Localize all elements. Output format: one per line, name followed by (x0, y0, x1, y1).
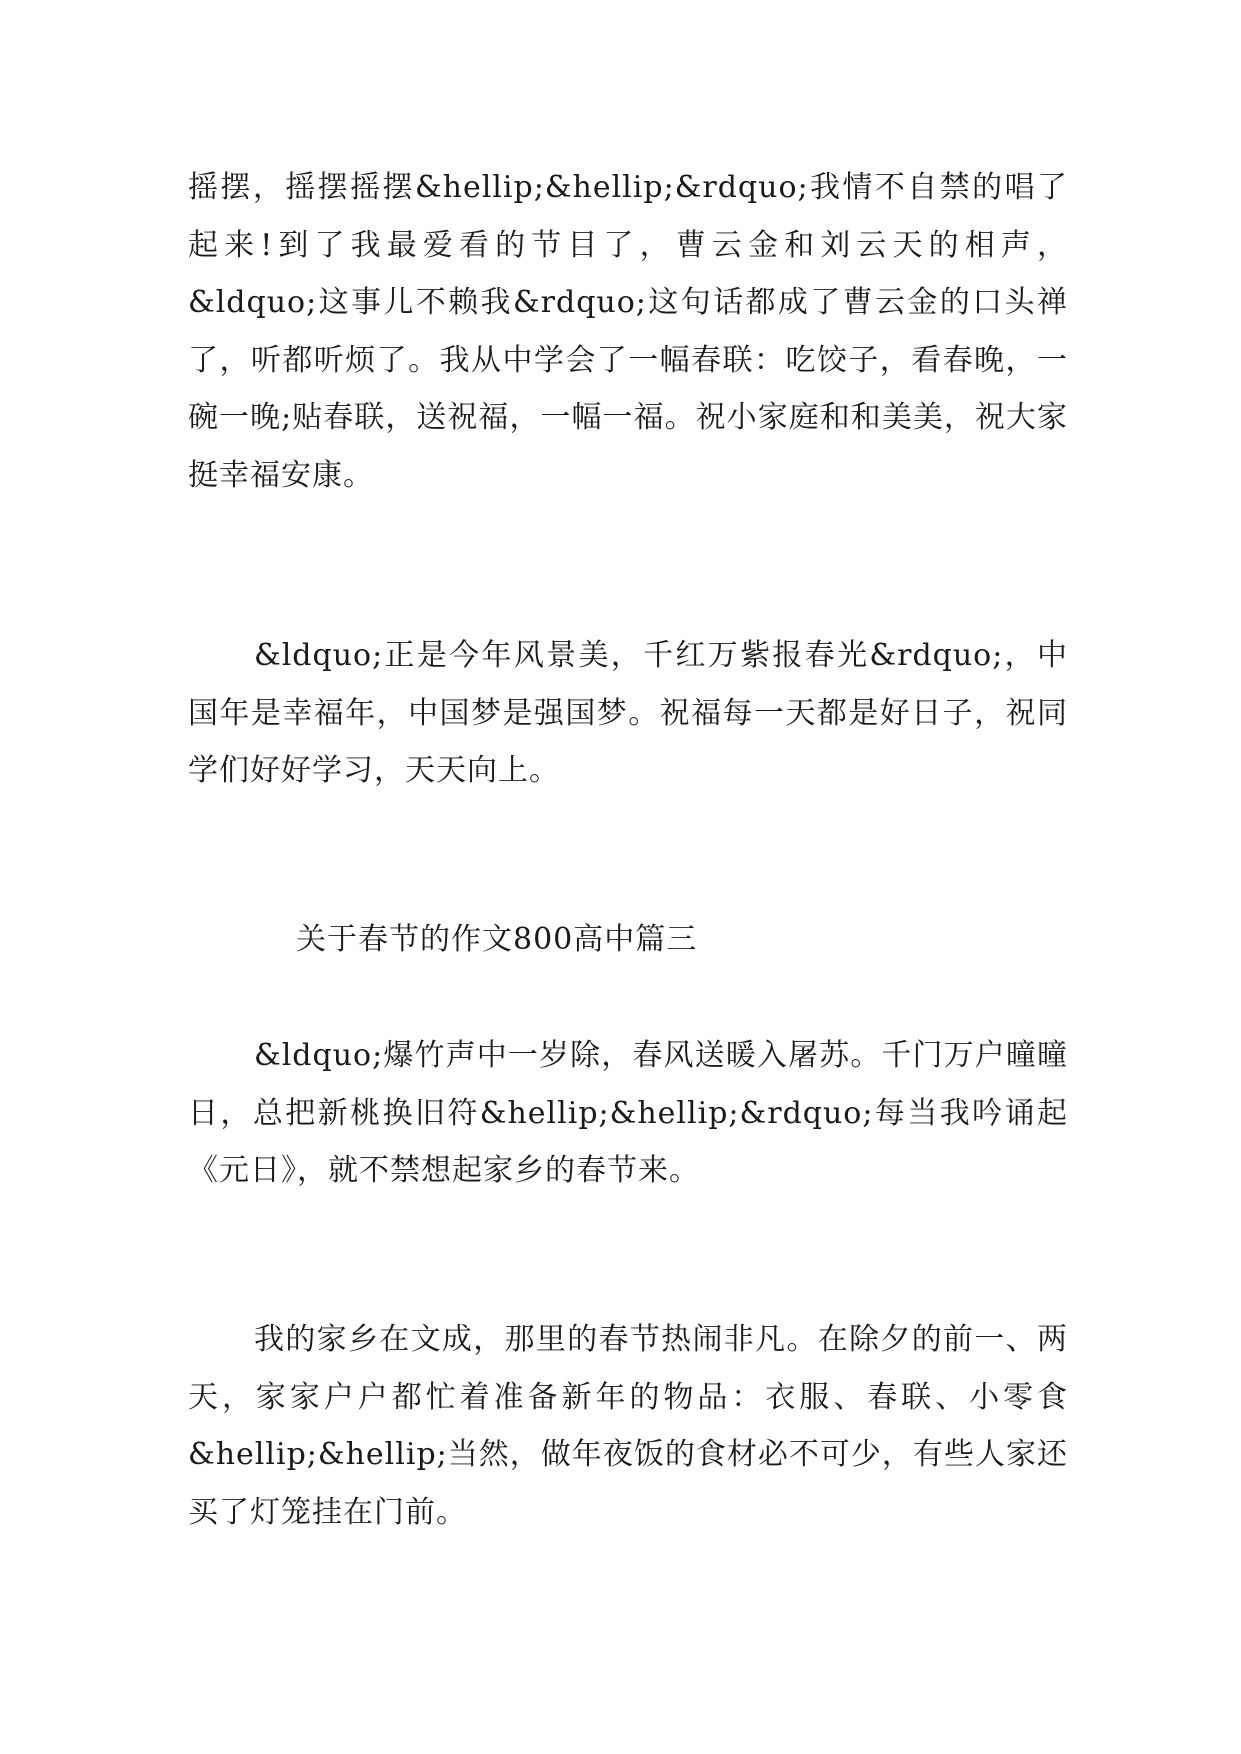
section-heading: 关于春节的作文800高中篇三 (296, 922, 698, 957)
paragraph-hometown: 我的家乡在文成，那里的春节热闹非凡。在除夕的前一、两天，家家户户都忙着准备新年的物品：衣服、春联、小零食&hellip;&hellip;当然，做年夜饭的食材必不可少，有些人家还买了灯笼挂在门前。 (188, 1322, 1068, 1530)
paragraph-continuation: 摇摆，摇摆摇摆&hellip;&hellip;&rdquo;我情不自禁的唱了起来!到了我最爱看的节目了，曹云金和刘云天的相声，&ldquo;这事儿不赖我&rdquo;这句话都成了曹云金的口头禅了，听都听烦了。我从中学会了一幅春联：吃饺子，看春晚，一碗一晚;贴春联，送祝福，一幅一福。祝小家庭和和美美，祝大家挺幸福安康。 (188, 170, 1068, 493)
paragraph-wishes: &ldquo;正是今年风景美，千红万紫报春光&rdquo;，中国年是幸福年，中国梦是强国梦。祝福每一天都是好日子，祝同学们好好学习，天天向上。 (188, 638, 1068, 789)
paragraph-poem-intro: &ldquo;爆竹声中一岁除，春风送暖入屠苏。千门万户曈曈日，总把新桃换旧符&hellip;&hellip;&rdquo;每当我吟诵起《元日》，就不禁想起家乡的春节来。 (188, 1038, 1068, 1189)
